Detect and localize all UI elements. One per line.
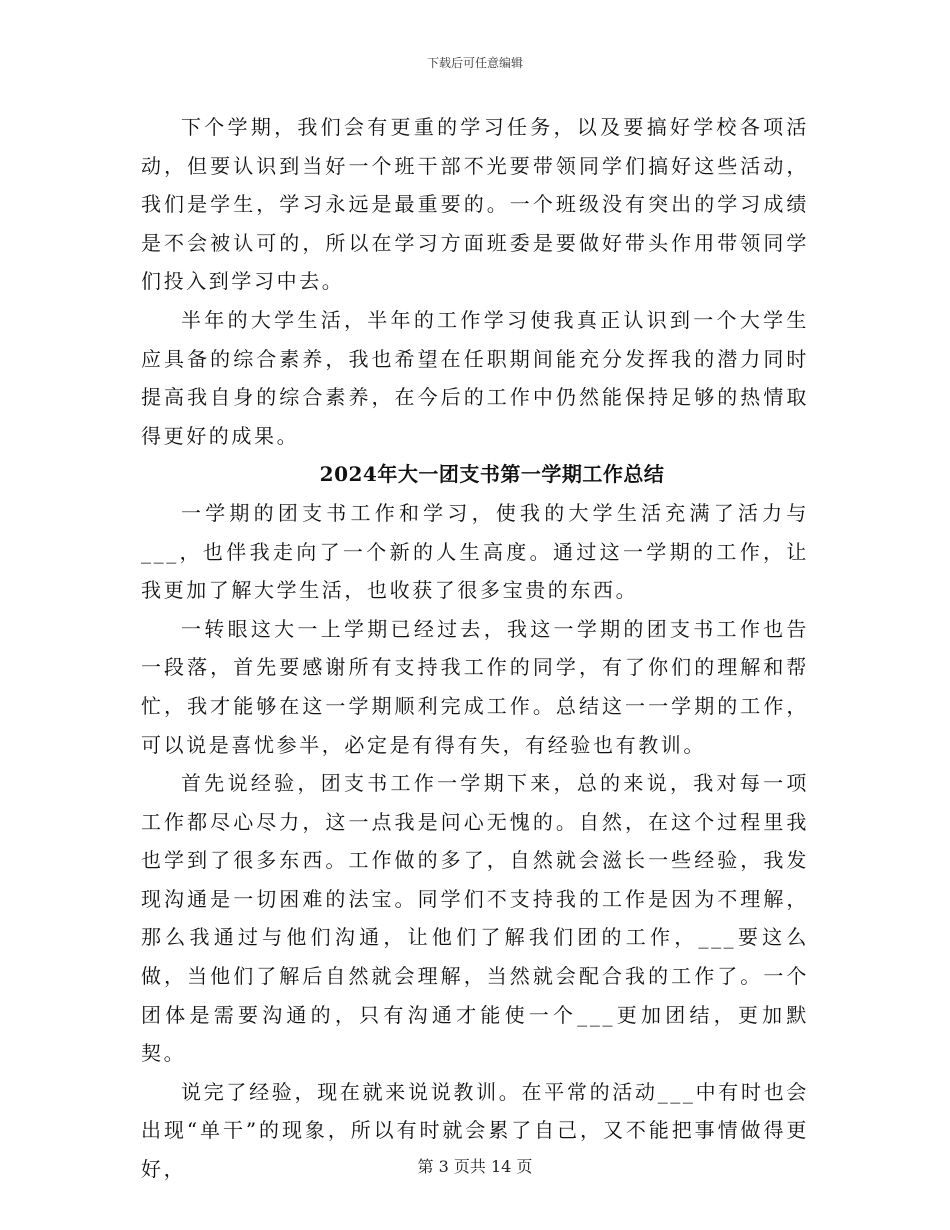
paragraph: 一转眼这大一上学期已经过去，我这一学期的团支书工作也告一段落，首先要感谢所有支持我工作的同学，有了你们的理解和帮忙，我才能够在这一学期顺利完成工作。总结这一一学期的工作，可以说是喜忧参半，必定是有得有失，有经验也有教训。	[141, 616, 809, 757]
paragraph: 半年的大学生活，半年的工作学习使我真正认识到一个大学生应具备的综合素养，我也希望在任职期间能充分发挥我的潜力同时提高我自身的综合素养，在今后的工作中仍然能保持足够的热情取得更好的成果。	[141, 307, 809, 448]
document-body	[141, 108, 809, 1189]
paragraph: 首先说经验，团支书工作一学期下来，总的来说，我对每一项工作都尽心尽力，这一点我是问心无愧的。自然，在这个过程里我也学到了很多东西。工作做的多了，自然就会滋长一些经验，我发现沟通是一切困难的法宝。同学们不支持我的工作是因为不理解，那么我通过与他们沟通，让他们了解我们团的工作，___要这么做，当他们了解后自然就会理解，当然就会配合我的工作了。一个团体是需要沟通的，只有沟通才能使一个___更加团结，更加默契。	[141, 771, 809, 1066]
paragraph: 一学期的团支书工作和学习，使我的大学生活充满了活力与___，也伴我走向了一个新的人生高度。通过这一学期的工作，让我更加了解大学生活，也收获了很多宝贵的东西。	[141, 500, 809, 603]
paragraph: 下个学期，我们会有更重的学习任务，以及要搞好学校各项活动，但要认识到当好一个班干部不光要带领同学们搞好这些活动，我们是学生，学习永远是最重要的。一个班级没有突出的学习成绩是不会被认可的，所以在学习方面班委是要做好带头作用带领同学们投入到学习中去。	[141, 115, 809, 294]
section-title: 2024年大一团支书第一学期工作总结	[319, 462, 665, 487]
paragraph: 说完了经验，现在就来说说教训。在平常的活动___中有时也会出现“单干”的现象，所以有时就会累了自己，又不能把事情做得更好，	[141, 1079, 809, 1182]
page-number-footer: 第 3 页共 14 页	[417, 1157, 533, 1176]
page-header: 下载后可任意编辑	[426, 56, 523, 70]
